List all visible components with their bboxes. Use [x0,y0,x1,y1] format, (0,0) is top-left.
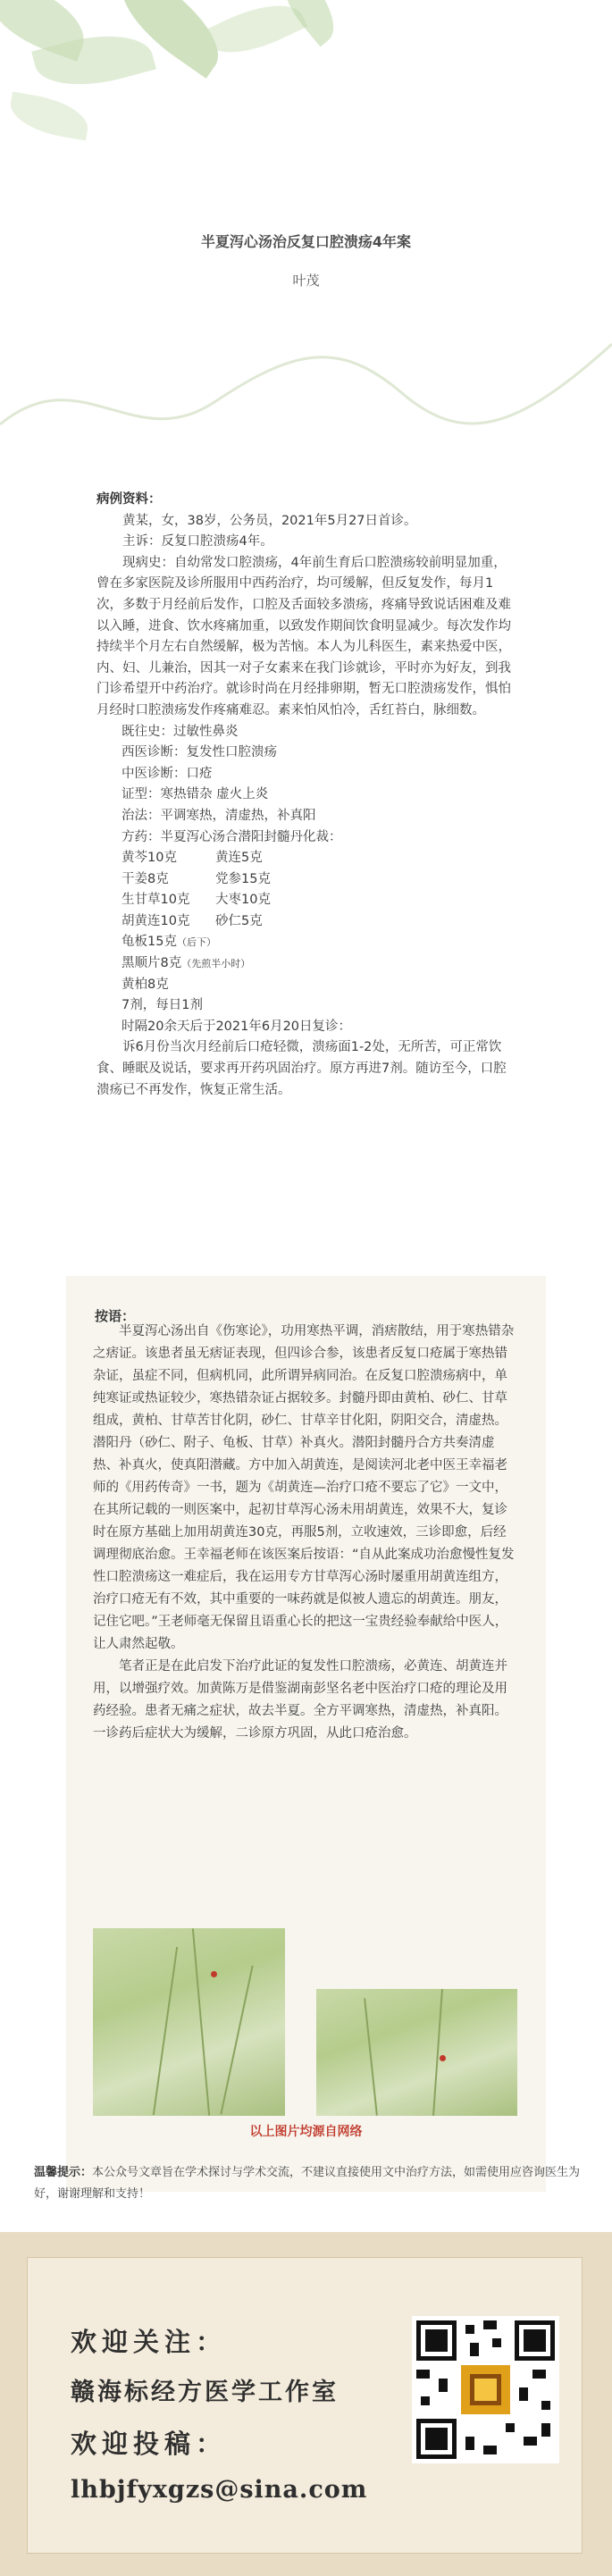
commentary-paragraph: 半夏泻心汤出自《伤寒论》，功用寒热平调，消痞散结，用于寒热错杂之痞证。该患者虽无痞证表现，但四诊合参，该患者反复口疮属于寒热错杂证，虽症不同，但病机同，此所谓异病同治。在反复口腔溃疡病中，单纯寒证或热证较少，寒热错杂证占据较多。封髓丹即由黄柏、砂仁、甘草组成，黄柏、甘草苦甘化阴，砂仁、甘草辛甘化阳，阴阳交合，清虚热。潜阳丹（砂仁、附子、龟板、甘草）补真火。潜阳封髓丹合方共奏清虚热、补真火，使真阳潜藏。方中加入胡黄连，是阅读河北老中医王幸福老师的《用药传奇》一书，题为《胡黄连—治疗口疮不要忘了它》一文中，在其所记载的一则医案中，起初甘草泻心汤未用胡黄连，效果不大，复诊时在原方基础上加用胡黄连30克，再服5剂，立收速效，三诊即愈，后经调理彻底治愈。王幸福老师在该医案后按语：“自从此案成功治愈慢性复发性口腔溃疡这一难症后，我在运用专方甘草泻心汤时屡重用胡黄连组方，治疗口疮无有不效，其中重要的一味药就是似被人遗忘的胡黄连。朋友，记住它吧。”王老师毫无保留且语重心长的把这一宝贵经验奉献给中医人，让人肃然起敬。 [93,1324,515,1651]
case-line: 主诉：反复口腔溃疡4年。 [122,534,273,550]
herb-row: 龟板15克（后下） [122,935,216,950]
case-line: 方药：半夏泻心汤合潜阳封髓丹化裁： [122,829,342,844]
followup-text: 诉6月份当次月经前后口疮轻微，溃疡面1-2处，无所苦，可正常饮食、睡眠及说话，要求再开药巩固治疗。原方再进7剂。随访至今，口腔溃疡已不再发作，恢复正常生活。 [96,1040,507,1097]
herb-row: 胡黄连10克 砂仁5克 [122,913,263,928]
case-line: 证型：寒热错杂 虚火上炎 [122,787,269,802]
banner-email[interactable]: lhbjfyxgzs@sina.com [71,2476,368,2504]
commentary-box [66,1276,546,2192]
case-line: 现病史：自幼常发口腔溃疡，4年前生育后口腔溃疡较前明显加重，曾在多家医院及诊所服用中西药治疗，均可缓解，但反复发作，每月1次，多数于月经前后发作，口腔及舌面较多溃疡，疼痛导致说话困难及难以入睡，进食、饮水疼痛加重，以致发作期间饮食明显减少。每次发作均持续半个月左右自然缓解，极为苦恼。本人为儿科医生，素来热爱中医，内、妇、儿兼治，因其一对子女素来在我门诊就诊，平时亦为好友，到我门诊希望开中药治疗。就诊时尚在月经排卵期，暂无口腔溃疡发作，惧怕月经时口腔溃疡发作疼痛难忍。素来怕风怕冷，舌红苔白，脉细数。 [96,555,511,717]
followup-date: 时隔20余天后于2021年6月20日复诊： [122,1019,352,1034]
banner-submit-label: 欢迎投稿： [71,2429,228,2459]
ladybug-icon [440,2055,446,2061]
wave-divider [0,322,612,456]
case-heading: 病例资料： [96,492,162,507]
footer-banner [0,2232,612,2576]
header-decoration [0,0,612,206]
case-line: 西医诊断：复发性口腔溃疡 [122,745,277,760]
wheat-photo-right [316,1989,517,2116]
wheat-photo-left [93,1928,285,2116]
reminder-label: 温馨提示： [34,2166,93,2179]
commentary-paragraph: 笔者正是在此启发下治疗此证的复发性口腔溃疡，必黄连、胡黄连并用，以增强疗效。加黄陈万是借鉴湖南彭坚名老中医治疗口疮的理论及用药经验。患者无痛之症状，故去半夏。全方平调寒热，清虚热，补真阳。一诊药后症状大为缓解，二诊原方巩固，从此口疮治愈。 [93,1659,507,1741]
case-line: 黄某，女，38岁，公务员，2021年5月27日首诊。 [122,513,417,528]
herb-row: 黄芩10克 黄连5克 [122,851,263,866]
dose-line: 7剂，每日1剂 [122,998,203,1013]
commentary-heading: 按语： [95,1308,136,1324]
reminder [34,2162,581,2205]
qr-code-icon[interactable] [412,2316,559,2463]
article-title: 半夏泻心汤治反复口腔溃疡4年案 [200,233,412,250]
case-line: 既往史：过敏性鼻炎 [122,724,239,739]
qr-code-graphic [412,2316,559,2463]
banner-frame [27,2257,583,2554]
leaf-decoration-icon [6,91,92,140]
banner-studio-name: 赣海标经方医学工作室 [71,2379,339,2406]
herb-row: 干姜8克 党参15克 [122,871,271,886]
commentary-body [93,1321,517,1745]
reminder-text: 本公众号文章旨在学术探讨与学术交流，不建议直接使用文中治疗方法，如需使用应咨询医生为好，谢谢理解和支持！ [34,2166,581,2201]
ladybug-icon [211,1971,217,1977]
banner-follow-label: 欢迎关注： [71,2327,228,2357]
case-line: 治法：平调寒热，清虚热，补真阳 [122,808,316,823]
case-section [96,490,516,1101]
herb-row: 黑顺片8克（先煎半小时） [122,956,251,971]
herb-row: 黄柏8克 [122,977,169,992]
article-author: 叶茂 [292,273,320,289]
image-caption: 以上图片均源自网络 [249,2125,363,2139]
herb-row: 生甘草10克 大枣10克 [122,893,271,908]
case-line: 中医诊断：口疮 [122,766,213,781]
